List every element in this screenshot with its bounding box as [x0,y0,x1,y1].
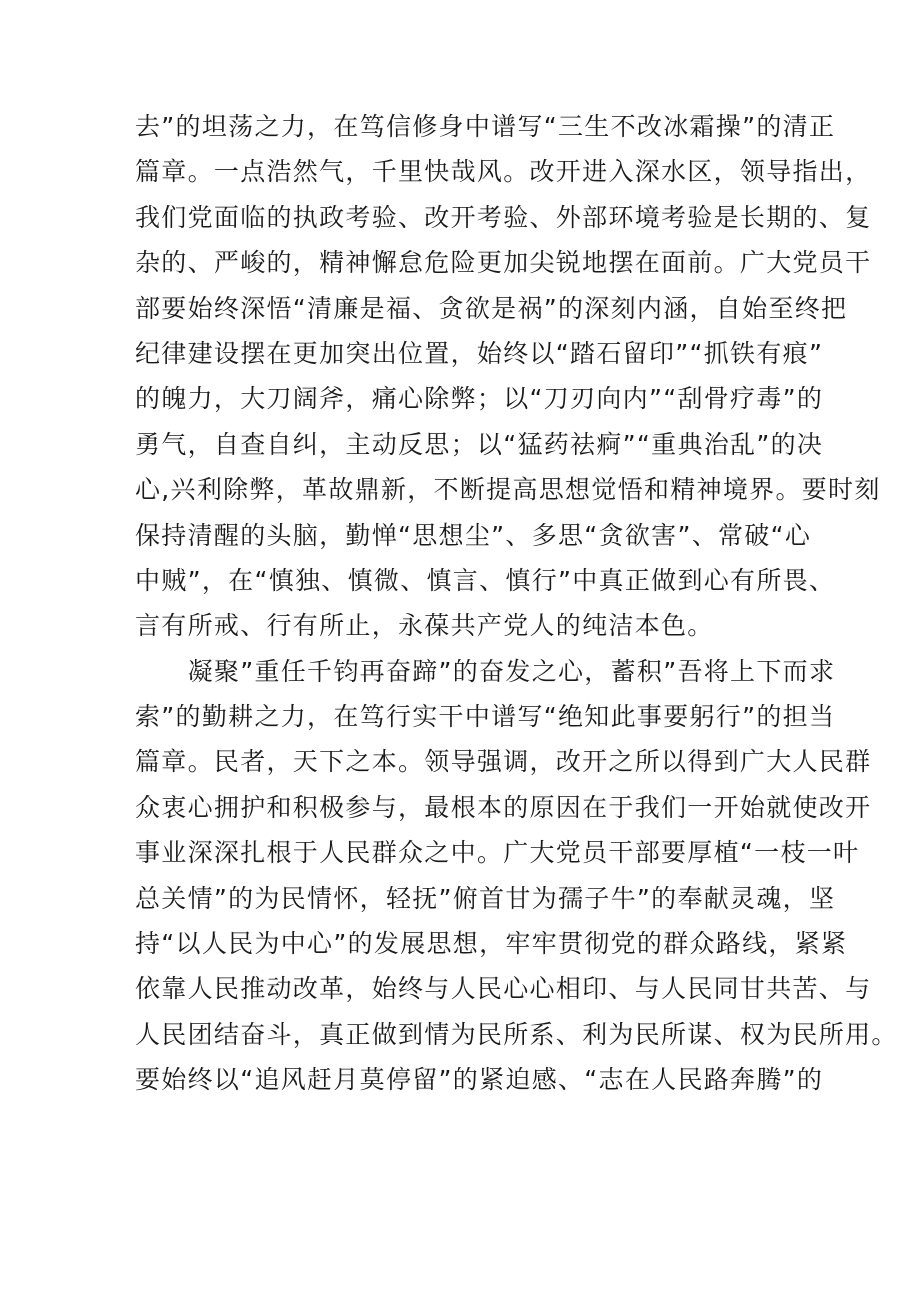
text-line: 持“以人民为中心”的发展思想，牢牢贯彻党的群众路线，紧紧 [135,929,848,959]
text-line: 言有所戒、行有所止，永葆共产党人的纯洁本色。 [135,611,714,641]
text-line: 总关情”的为民情怀，轻抚”俯首甘为孺子牛”的奉献灵魂，坚 [135,883,836,913]
text-line: 篇章。一点浩然气，千里快哉风。改开进入深水区，领导指出， [135,157,872,187]
text-line: 的魄力，大刀阔斧，痛心除弊；以“刀刃向内”“刮骨疗毒”的 [135,384,824,414]
text-line: 人民团结奋斗，真正做到情为民所系、利为民所谋、权为民所用。 [135,1019,898,1049]
paragraph-2 [135,649,898,1103]
text-line: 保持清醒的头脑，勤惮“思想尘”、多思“贪欲害”、常破“心 [135,520,812,550]
paragraph-1 [135,104,881,649]
text-line: 中贼”，在“慎独、慎微、慎言、慎行”中真正做到心有所畏、 [135,565,836,595]
text-line: 部要始终深悟“清廉是福、贪欲是祸”的深刻内涵，自始至终把 [135,293,848,323]
document-body [135,104,898,1103]
text-line: 去”的坦荡之力，在笃信修身中谱写“三生不改冰霜操”的清正 [135,112,836,141]
text-line: 纪律建设摆在更加突出位置，始终以“踏石留印”“抓铁有痕” [135,338,824,368]
text-line: 依靠人民推动改革，始终与人民心心相印、与人民同甘共苦、与 [135,974,872,1004]
text-line: 勇气，自查自纠，主动反思；以“猛药祛痾”“重典治乱”的决 [135,429,824,459]
text-line: 要始终以“追风赶月莫停留”的紧迫感、“志在人民路奔腾”的 [135,1065,824,1095]
text-line: 索”的勤耕之力，在笃行实干中谱写“绝知此事要躬行”的担当 [135,702,836,732]
text-line: 杂的、严峻的，精神懈怠危险更加尖锐地摆在面前。广大党员干 [135,248,872,278]
text-line: 我们党面临的执政考验、改开考验、外部环境考验是长期的、复 [135,202,872,232]
text-line: 篇章。民者，天下之本。领导强调，改开之所以得到广大人民群 [135,747,872,777]
text-line: 众衷心拥护和积极参与，最根本的原因在于我们一开始就使改开 [135,792,872,822]
text-line: 心,兴利除弊，革故鼎新，不断提高思想觉悟和精神境界。要时刻 [135,475,881,505]
text-line: 凝聚”重任千钧再奋蹄”的奋发之心，蓄积”吾将上下而求 [135,656,836,686]
text-line: 事业深深扎根于人民群众之中。广大党员干部要厚植“一枝一叶 [135,838,860,868]
